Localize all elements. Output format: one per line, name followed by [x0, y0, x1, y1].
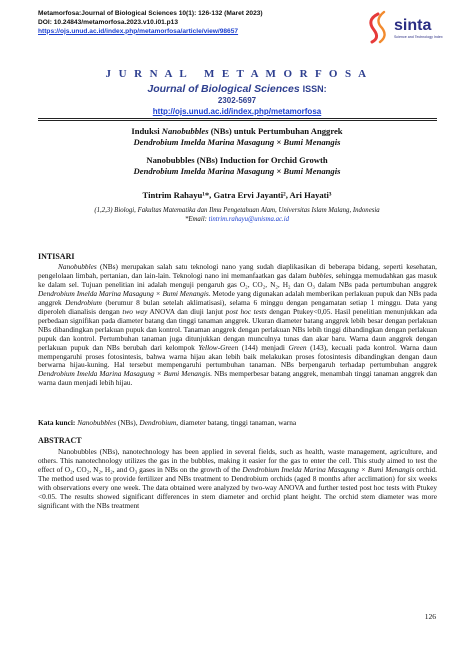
masthead-rule-top	[38, 118, 437, 119]
keywords-label: Kata kunci:	[38, 418, 76, 427]
running-header	[38, 10, 378, 36]
logo-tagline: Science and Technology Index	[394, 35, 443, 39]
journal-citation: Metamorfosa:Journal of Biological Sciences 10(1): 126-132 (Maret 2023)	[38, 10, 263, 17]
title-indonesian: Induksi Nanobubbles (NBs) untuk Pertumbuhan Anggrek Dendrobium Imelda Marina Masagung × Bumi Menangis	[131, 126, 343, 147]
affiliation	[0, 206, 474, 224]
affiliation-text: (1,2,3) Biologi, Fakultas Matematika dan Ilmu Pengetahuan Alam, Universitas Islam Malang, Indonesia	[94, 207, 380, 214]
authors: Tintrim Rahayu¹*, Gatra Ervi Jayanti², Ari Hayati³	[142, 190, 332, 200]
title-en-line1: Nanobubbles (NBs) Induction for Orchid Growth	[146, 155, 328, 165]
doi-line: DOI: 10.24843/metamorfosa.2023.v10.i01.p13	[38, 18, 179, 26]
intisari-paragraph: Nanobubbles (NBs) merupakan salah satu teknologi nano yang sudah diaplikasikan di beberapa bidang, seperti kesehatan, pengelolaan limbah, pertanian, dan lain-lain. Teknologi nano ini memanfaatkan gas dalam bubbles, sehingga memudahkan gas masuk ke dalam sel. Tujuan penelitian ini adalah menguji pengaruh gas O₂, CO₂, N₂, H₂ dan O₃ dalam NBs pada pertumbuhan anggrek Dendrobium Imelda Marina Masagung × Bumi Menangis. Metode yang digunakan adalah memberikan perlakuan pupuk dan NBs pada anggrek Dendrobium (berumur 8 bulan setelah aklimatisasi), selama 6 minggu dengan pengamatan setiap 1 minggu. Data yang diperoleh dianalisis dengan two way ANOVA dan diuji lanjut post hoc tests dengan Ptukey<0,05. Hasil penelitian menunjukkan ada perbedaan signifikan pada diameter batang dan tinggi tanaman anggrek. Ukuran diameter batang anggrek lebih besar dengan perlakuan NBs dibandingkan perlakuan pupuk dan kontrol. Tanaman anggrek dengan perlakuan NBs lebih tinggi dibandingkan dengan perlakuan pupuk dan kontrol. Pertumbuhan tanaman juga ditunjukkan dengan munculnya tunas dan akar baru. Warna daun anggrek dengan perlakuan pupuk dan NBs berubah dari kelompok Yellow-Green (144) menjadi Green (143), kecuali pada kontrol. Warna daun mempengaruhi proses fotosintesis, bahwa warna hijau akan lebih baik melakukan proses fotosintesis dibandingkan dengan daun berwarna hijau-kuning. Hal tersebut mempengaruhi pertumbuhan tanaman. NBs berpengaruh terhadap pertumbuhan anggrek Dendrobium Imelda Marina Masagung × Bumi Menangis. NBs memperbesar batang anggrek, menambah tinggi tanaman anggrek dan warna daun menjadi lebih hijau.	[38, 262, 438, 388]
email-link[interactable]: tintrim.rahayu@unisma.ac.id	[208, 216, 290, 223]
journal-subtitle	[0, 83, 474, 95]
issn-label: ISSN:	[302, 84, 327, 94]
masthead-rule-bottom	[38, 120, 437, 121]
sinta-logo	[364, 6, 444, 46]
email-label: *Email:	[184, 216, 209, 223]
journal-url[interactable]: http://ojs.unud.ac.id/index.php/metamorfosa	[152, 107, 322, 116]
intisari-heading: INTISARI	[38, 252, 75, 261]
title-english	[0, 155, 474, 177]
abstract-paragraph: Nanobubbles (NBs), nanotechnology has been applied in several fields, such as health, waste management, agriculture, and others. This nanotechnology utilizes the gas in the bubbles, making it easier for the gas to enter the cell. This study aimed to test the effect of O₂, CO₂, N₂, H₂, and O₃ gases in NBs on the growth of the Dendrobium Imelda Marina Masagung × Bumi Menangis orchid. The method used was to provide fertilizer and NBs treatment to Dendrobium orchids (aged 8 months after acclimation) for six weeks with observations every one week. The data obtained were analyzed by two-way ANOVA and further tested post hoc tests with Ptukey <0.05. The results showed significant differences in stem diameter and orchid plant height. The orchid stem diameter was more significant with the NBs treatment	[38, 447, 437, 510]
title-en-line2: Dendrobium Imelda Marina Masagung × Bumi Menangis	[133, 166, 341, 176]
article-link[interactable]: https://ojs.unud.ac.id/index.php/metamorfosa/article/view/98657	[38, 27, 239, 35]
issn-number: 2302-5697	[217, 96, 257, 105]
journal-subtitle-text: Journal of Biological Sciences	[147, 83, 300, 95]
title-id-line2: Dendrobium Imelda Marina Masagung × Bumi Menangis	[133, 137, 341, 147]
logo-wordmark: sinta	[394, 17, 432, 34]
journal-name: J U R N A L M E T A M O R F O S A	[105, 68, 369, 80]
keywords: Kata kunci: Nanobubbles (NBs), Dendrobium, diameter batang, tinggi tanaman, warna	[38, 418, 297, 427]
page-number: 126	[424, 612, 436, 621]
abstract-heading: ABSTRACT	[38, 436, 82, 445]
